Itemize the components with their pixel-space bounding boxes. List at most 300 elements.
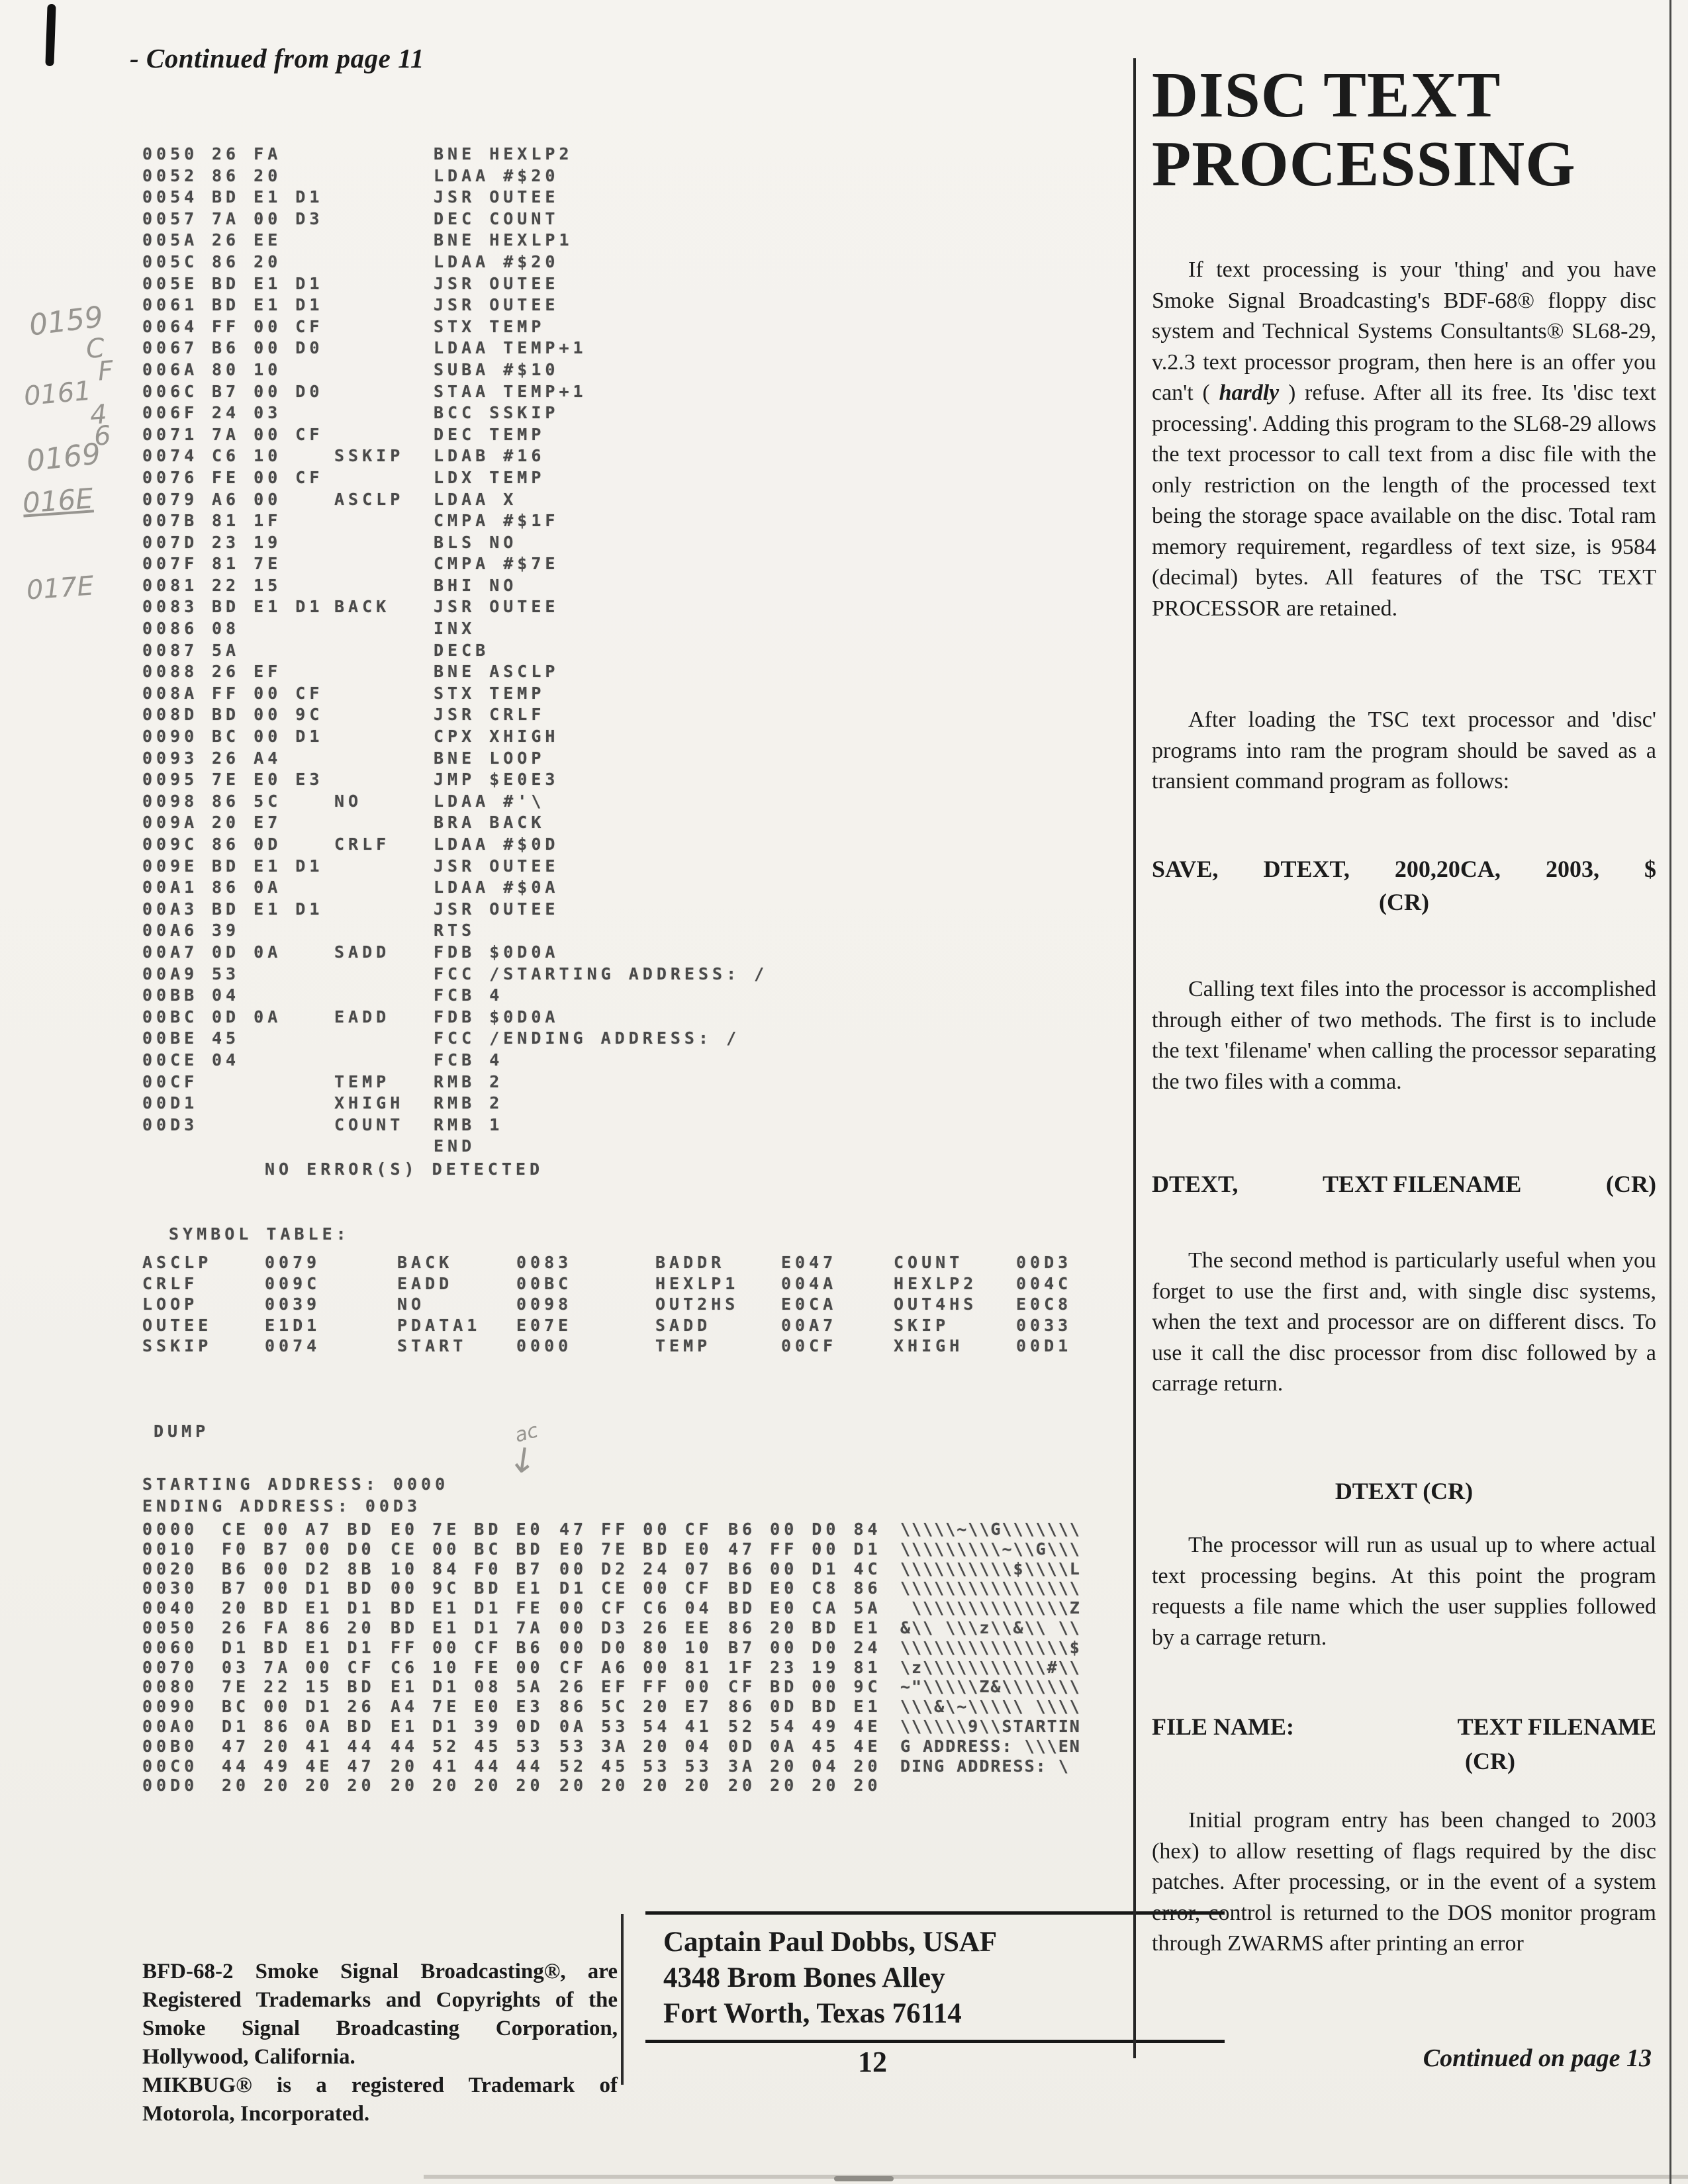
symbol-name: LOOP <box>142 1295 199 1314</box>
file-command-part: FILE NAME: <box>1152 1713 1294 1740</box>
listing-bytes: 26 FA <box>212 144 282 163</box>
dump-address: 00A0 <box>142 1716 199 1736</box>
page-number: 12 <box>858 2046 887 2078</box>
listing-bytes: 22 15 <box>212 575 282 595</box>
listing-row <box>142 964 768 986</box>
article-paragraph-2: After loading the TSC text processor and 'disc' programs into ram the program should be saved as a transient command program as follows: <box>1152 707 1656 794</box>
listing-label: SSKIP <box>334 446 404 466</box>
listing-row <box>142 209 768 231</box>
listing-mnemonic: RTS <box>434 921 476 940</box>
listing-mnemonic: DEC TEMP <box>434 424 545 444</box>
dump-byte-group: 44 52 45 53 <box>391 1736 544 1756</box>
listing-address: 00CF <box>142 1071 199 1091</box>
listing-label <box>334 425 434 447</box>
dump-byte-group: F0 B7 00 D0 <box>222 1539 375 1559</box>
listing-bytes <box>212 1072 334 1094</box>
listing-mnemonic: JSR OUTEE <box>434 273 559 293</box>
listing-row <box>142 662 768 684</box>
listing-bytes: 08 <box>212 619 240 639</box>
listing-row <box>142 770 768 792</box>
symbol-value: 0039 <box>265 1295 321 1314</box>
listing-bytes: 86 0A <box>212 878 282 897</box>
listing-mnemonic: JSR OUTEE <box>434 597 559 617</box>
listing-label: EADD <box>334 1007 391 1026</box>
dump-row <box>142 1717 1081 1737</box>
article-paragraph-4: The second method is particularly useful when you forget to use the first and, with single disc systems, when the text and processor are on different discs. To use it call the disc processor from disc followed by a carrage return. <box>1152 1248 1656 1396</box>
dump-byte-group: D1 86 0A BD <box>222 1716 375 1736</box>
listing-label: SADD <box>334 942 391 962</box>
listing-address: 005E <box>142 273 199 293</box>
listing-mnemonic: JSR OUTEE <box>434 899 559 919</box>
listing-row <box>142 878 768 899</box>
symbol-value: E1D1 <box>265 1315 321 1335</box>
listing-mnemonic: LDAA TEMP+1 <box>434 338 587 358</box>
listing-row <box>142 1136 768 1158</box>
listing-address: 00BE <box>142 1028 199 1048</box>
listing-bytes: 26 EF <box>212 662 282 682</box>
listing-mnemonic: JSR OUTEE <box>434 187 559 207</box>
address-box-top-rule <box>645 1911 1225 1915</box>
listing-address: 0071 <box>142 424 199 444</box>
address-box-bottom-rule <box>645 2040 1225 2043</box>
symbol-name: COUNT <box>894 1253 964 1272</box>
listing-address: 00A9 <box>142 964 199 983</box>
listing-bytes: A6 00 <box>212 489 282 509</box>
listing-address: 0093 <box>142 748 199 768</box>
dump-address: 00D0 <box>142 1776 199 1796</box>
listing-mnemonic: CPX XHIGH <box>434 727 559 747</box>
listing-label <box>334 921 434 942</box>
file-name-cr: (CR) <box>1465 1748 1515 1774</box>
dump-byte-group: 20 20 20 20 <box>222 1776 375 1796</box>
handwritten-note: 0169 <box>24 437 103 478</box>
symbol-name: START <box>397 1336 467 1355</box>
dump-row <box>142 1677 1081 1697</box>
listing-row <box>142 856 768 878</box>
symbol-name: NO <box>397 1295 426 1314</box>
listing-label: ASCLP <box>334 489 404 509</box>
p1-hardly: hardly <box>1219 381 1280 405</box>
listing-row <box>142 511 768 533</box>
listing-row <box>142 360 768 382</box>
listing-address: 0086 <box>142 619 199 639</box>
dump-address: 0000 <box>142 1520 199 1539</box>
listing-label <box>334 166 434 188</box>
listing-bytes: BD E1 D1 <box>212 597 324 617</box>
page-edge-line <box>1669 0 1671 2184</box>
dump-byte-group: 52 54 49 4E <box>728 1716 882 1736</box>
article-paragraph-1 <box>1152 255 1656 624</box>
listing-label: TEMP <box>334 1071 391 1091</box>
listing-mnemonic: FCC /STARTING ADDRESS: / <box>434 964 769 983</box>
handwritten-note: 0159 <box>27 300 105 343</box>
dtext-command-part: TEXT FILENAME <box>1322 1171 1522 1197</box>
listing-label <box>334 533 434 555</box>
listing-bytes: BD E1 D1 <box>212 273 324 293</box>
file-name-command-line <box>1152 1713 1656 1741</box>
save-command-part: $ <box>1644 856 1656 882</box>
listing-bytes: BD E1 D1 <box>212 856 324 876</box>
listing-row <box>142 899 768 921</box>
listing-bytes: FF 00 CF <box>212 316 324 336</box>
listing-bytes: 39 <box>212 921 240 940</box>
handwritten-note: ac <box>512 1419 541 1447</box>
listing-mnemonic: FCB 4 <box>434 985 504 1005</box>
dump-row <box>142 1539 1081 1559</box>
dump-byte-group: D1 BD E1 D1 <box>222 1637 375 1657</box>
symbol-value: 00A7 <box>781 1315 837 1335</box>
listing-row <box>142 749 768 770</box>
symbol-name: HEXLP1 <box>655 1273 739 1293</box>
save-command-cr: (CR) <box>1379 889 1429 915</box>
listing-label <box>334 295 434 317</box>
article-title-line1: DISC TEXT <box>1152 60 1501 130</box>
listing-address: 0057 <box>142 208 199 228</box>
address-line: Captain Paul Dobbs, USAF <box>663 1927 998 1958</box>
dump-byte-group: 20 20 20 20 <box>728 1776 882 1796</box>
scan-streak <box>424 2175 1688 2179</box>
listing-row <box>142 813 768 835</box>
listing-mnemonic: JSR CRLF <box>434 705 545 725</box>
listing-address: 008D <box>142 705 199 725</box>
handwritten-note: 4 <box>89 399 109 431</box>
listing-mnemonic: FDB $0D0A <box>434 1007 559 1026</box>
listing-bytes <box>212 1115 334 1137</box>
dump-byte-group: BD E0 CA 5A <box>728 1598 882 1618</box>
listing-address: 00BC <box>142 1007 199 1026</box>
symbol-name: OUT4HS <box>894 1295 978 1314</box>
dump-byte-group: 0A 53 54 41 <box>559 1716 713 1736</box>
symbol-value: 00BC <box>516 1273 573 1293</box>
symbol-value: 0033 <box>1016 1315 1072 1335</box>
listing-address: 007D <box>142 532 199 552</box>
listing-address: 0088 <box>142 662 199 682</box>
listing-label <box>334 1136 434 1158</box>
dump-byte-group: 26 EF FF 00 <box>559 1677 713 1697</box>
listing-address: 0076 <box>142 467 199 487</box>
symbol-value: E0CA <box>781 1295 837 1314</box>
listing-row <box>142 446 768 468</box>
dump-address: 0020 <box>142 1559 199 1578</box>
listing-label <box>334 985 434 1007</box>
listing-mnemonic: FCB 4 <box>434 1050 504 1069</box>
continued-on-footer: Continued on page 13 <box>1423 2044 1652 2072</box>
dump-byte-group: 47 FF 00 CF <box>559 1520 713 1539</box>
listing-row <box>142 1007 768 1029</box>
dump-byte-group: 0D 0A 45 4E <box>728 1736 882 1756</box>
listing-bytes: 7A 00 CF <box>212 424 324 444</box>
dump-address: 0050 <box>142 1617 199 1637</box>
listing-address: 00A6 <box>142 921 199 940</box>
listing-mnemonic: DEC COUNT <box>434 208 559 228</box>
listing-address: 0067 <box>142 338 199 358</box>
listing-bytes: 26 A4 <box>212 748 282 768</box>
listing-label <box>334 684 434 705</box>
dump-byte-group: 1F 23 19 81 <box>728 1657 882 1677</box>
symbol-name: BADDR <box>655 1253 726 1272</box>
listing-label <box>334 749 434 770</box>
listing-row <box>142 727 768 749</box>
dump-address: 0080 <box>142 1677 199 1697</box>
listing-row <box>142 425 768 447</box>
listing-mnemonic: JSR OUTEE <box>434 856 559 876</box>
dump-row <box>142 1618 1081 1638</box>
listing-address: 009A <box>142 813 199 833</box>
listing-label <box>334 727 434 749</box>
listing-address: 006A <box>142 359 199 379</box>
symbol-value: 0083 <box>516 1253 573 1272</box>
address-line: 4348 Brom Bones Alley <box>663 1962 945 1993</box>
dump-byte-group: B6 00 D1 4C <box>728 1559 882 1578</box>
dump-address: 0010 <box>142 1539 199 1559</box>
trademark-notice <box>142 1958 618 2128</box>
dump-byte-group: BD E1 D1 7A <box>391 1617 544 1637</box>
dump-title: DUMP <box>154 1422 210 1441</box>
listing-row <box>142 187 768 209</box>
handwritten-note: 017E <box>25 570 95 606</box>
listing-mnemonic: BLS NO <box>434 532 518 552</box>
dump-ascii: G ADDRESS: \\\EN <box>900 1736 1081 1756</box>
dump-byte-group: E0 7E BD E0 <box>559 1539 713 1559</box>
listing-label <box>334 899 434 921</box>
listing-label <box>334 511 434 533</box>
listing-bytes: 23 19 <box>212 532 282 552</box>
listing-mnemonic: BNE HEXLP1 <box>434 230 573 250</box>
symbol-value: 0000 <box>516 1336 573 1355</box>
listing-mnemonic: LDX TEMP <box>434 467 545 487</box>
listing-bytes: 7E E0 E3 <box>212 770 324 790</box>
listing-row <box>142 1028 768 1050</box>
dump-byte-group: B6 00 D2 8B <box>222 1559 375 1578</box>
listing-row <box>142 792 768 813</box>
listing-label <box>334 252 434 274</box>
listing-bytes: BD E1 D1 <box>212 187 324 207</box>
symbol-value: 00D1 <box>1016 1336 1072 1355</box>
handwritten-note: ↓ <box>506 1439 540 1483</box>
listing-mnemonic: LDAB #16 <box>434 446 545 466</box>
listing-bytes: 45 <box>212 1028 240 1048</box>
article-title <box>1152 61 1656 199</box>
listing-address: 0074 <box>142 446 199 466</box>
listing-address: 0050 <box>142 144 199 163</box>
dump-byte-group: 20 41 44 44 <box>391 1756 544 1776</box>
dump-byte-group: 00 CF C6 04 <box>559 1598 713 1618</box>
listing-row <box>142 230 768 252</box>
symbol-name: SSKIP <box>142 1336 212 1355</box>
symbol-value: 0074 <box>265 1336 321 1355</box>
listing-mnemonic: LDAA #$0D <box>434 835 559 854</box>
symbol-value: E047 <box>781 1253 837 1272</box>
dump-byte-group: 47 20 41 44 <box>222 1736 375 1756</box>
dump-byte-group: 86 20 BD E1 <box>728 1617 882 1637</box>
listing-label <box>334 230 434 252</box>
listing-mnemonic: LDAA #$0A <box>434 878 559 897</box>
listing-bytes: 81 1F <box>212 511 282 531</box>
listing-mnemonic: CMPA #$1F <box>434 511 559 531</box>
symbol-table <box>142 1253 1135 1385</box>
listing-label <box>334 360 434 382</box>
save-command-part: DTEXT, <box>1263 856 1350 882</box>
listing-bytes: BD E1 D1 <box>212 899 324 919</box>
dump-address: 00B0 <box>142 1736 199 1756</box>
dump-byte-group: FF 00 CF B6 <box>391 1637 544 1657</box>
listing-address: 0098 <box>142 791 199 811</box>
listing-address: 008A <box>142 683 199 703</box>
listing-row <box>142 641 768 662</box>
listing-label: COUNT <box>334 1115 404 1134</box>
symbol-name: PDATA1 <box>397 1315 481 1335</box>
symbol-value: 0079 <box>265 1253 321 1272</box>
dump-ascii: &\\ \\\z\\&\\ \\ <box>900 1617 1081 1637</box>
listing-bytes: FF 00 CF <box>212 683 324 703</box>
listing-bytes: 0D 0A <box>212 942 282 962</box>
listing-address: 0083 <box>142 597 199 617</box>
listing-label <box>334 144 434 166</box>
dump-byte-group: E1 D1 39 0D <box>391 1716 544 1736</box>
dump-byte-group: 86 0D BD E1 <box>728 1697 882 1717</box>
trademark-line-1: BFD-68-2 Smoke Signal Broadcasting®, are Registered Trademarks and Copyrights of the Smoke Signal Broadcasting Corporation, Hollywood, California. <box>142 1960 618 2069</box>
dump-byte-group: 00 9C BD E1 <box>391 1578 544 1598</box>
listing-address: 0081 <box>142 575 199 595</box>
dtext-command-part: DTEXT, <box>1152 1171 1239 1197</box>
listing-bytes: FE 00 CF <box>212 467 324 487</box>
listing-row <box>142 252 768 274</box>
listing-bytes <box>212 1093 334 1115</box>
handwritten-note: F <box>97 355 115 387</box>
symbol-name: BACK <box>397 1253 453 1272</box>
symbol-name: XHIGH <box>894 1336 964 1355</box>
listing-label <box>334 878 434 899</box>
dump-address: 0030 <box>142 1578 199 1598</box>
dump-byte-group: 86 5C 20 E7 <box>559 1697 713 1717</box>
no-error-line: NO ERROR(S) DETECTED <box>265 1160 544 1179</box>
dump-ascii: DING ADDRESS: \ <box>900 1756 1081 1776</box>
dump-byte-group: BD E0 C8 86 <box>728 1578 882 1598</box>
trademark-line-2: MIKBUG® is a registered Trademark of Motorola, Incorporated. <box>142 2073 618 2126</box>
listing-row <box>142 1072 768 1094</box>
dump-byte-group: CF A6 00 81 <box>559 1657 713 1677</box>
dump-ascii: \\\\\\\\\~\\G\\\ <box>900 1539 1081 1559</box>
symbol-name: TEMP <box>655 1336 712 1355</box>
listing-mnemonic: LDAA X <box>434 489 518 509</box>
symbol-name: EADD <box>397 1273 453 1293</box>
listing-bytes: 20 E7 <box>212 813 282 833</box>
dump-row <box>142 1697 1081 1717</box>
listing-row <box>142 144 768 166</box>
listing-mnemonic: LDAA #'\ <box>434 791 545 811</box>
dump-ascii: \\\\\\\\\\\\\\\$ <box>900 1637 1081 1657</box>
listing-row <box>142 619 768 641</box>
listing-mnemonic: INX <box>434 619 476 639</box>
listing-row <box>142 533 768 555</box>
listing-label: CRLF <box>334 835 391 854</box>
listing-bytes: 24 03 <box>212 403 282 423</box>
address-line: Fort Worth, Texas 76114 <box>663 1998 962 2029</box>
dump-byte-group: E0 7E BD E0 <box>391 1520 544 1539</box>
listing-mnemonic: BHI NO <box>434 575 518 595</box>
handwritten-note: 0161 <box>23 375 93 412</box>
p1-text-b: ) refuse. After all its free. Its 'disc text processing'. Adding this program to the SL68-29 allows the text processor to call text from a disc file with the only restriction on the length of the processed text being the storage space available on the disc. Total ram memory requirement, regardless of text size, is 9584 (decimal) bytes. All features of the TSC TEXT PROCESSOR are retained. <box>1152 381 1656 621</box>
footer-divider <box>621 1914 624 2085</box>
listing-address: 0052 <box>142 165 199 185</box>
handwritten-note: 016E <box>21 482 95 520</box>
dtext-command-line <box>1152 1170 1656 1198</box>
symbol-value: 004C <box>1016 1273 1072 1293</box>
listing-label: NO <box>334 791 363 811</box>
dump-byte-group: 03 7A 00 CF <box>222 1657 375 1677</box>
listing-bytes: 86 0D <box>212 835 282 854</box>
dump-byte-group: D1 CE 00 CF <box>559 1578 713 1598</box>
listing-bytes: 86 5C <box>212 791 282 811</box>
scan-streak-dark <box>834 2176 894 2181</box>
file-command-part: TEXT FILENAME <box>1457 1713 1656 1740</box>
ink-stroke-artifact <box>45 4 56 66</box>
listing-row <box>142 835 768 856</box>
dump-row <box>142 1578 1081 1598</box>
symbol-name: SKIP <box>894 1315 950 1335</box>
dtext-cr-command: DTEXT (CR) <box>1335 1478 1474 1504</box>
listing-label <box>334 619 434 641</box>
listing-row <box>142 576 768 598</box>
listing-bytes: 81 7E <box>212 554 282 574</box>
listing-row <box>142 985 768 1007</box>
symbol-value: 0098 <box>516 1295 573 1314</box>
listing-mnemonic: FDB $0D0A <box>434 942 559 962</box>
listing-address: 00CE <box>142 1050 199 1069</box>
listing-address: 0090 <box>142 727 199 747</box>
dump-ascii: \\\&\~\\\\\ \\\\ <box>900 1697 1081 1717</box>
dump-ascii <box>900 1776 1081 1796</box>
dump-byte-group: 52 45 53 53 <box>559 1756 713 1776</box>
dump-byte-group: B7 00 D0 24 <box>728 1637 882 1657</box>
listing-label <box>334 403 434 425</box>
dump-row <box>142 1520 1081 1539</box>
listing-address: 0054 <box>142 187 199 207</box>
listing-mnemonic: END <box>434 1136 476 1156</box>
listing-label <box>334 468 434 490</box>
listing-row <box>142 921 768 942</box>
listing-address: 00D3 <box>142 1115 199 1134</box>
listing-mnemonic: BNE ASCLP <box>434 662 559 682</box>
dump-address: 0090 <box>142 1697 199 1717</box>
listing-address: 0095 <box>142 770 199 790</box>
listing-bytes: 04 <box>212 985 240 1005</box>
article-left-border <box>1133 58 1136 2058</box>
listing-row <box>142 705 768 727</box>
listing-row <box>142 554 768 576</box>
listing-label <box>334 338 434 360</box>
listing-address <box>142 1136 212 1158</box>
listing-address: 009C <box>142 835 199 854</box>
symbol-name: OUTEE <box>142 1315 212 1335</box>
dump-address: 0040 <box>142 1598 199 1618</box>
listing-mnemonic: BNE HEXLP2 <box>434 144 573 163</box>
dump-byte-group: B6 00 D0 84 <box>728 1520 882 1539</box>
dump-byte-group: C6 10 FE 00 <box>391 1657 544 1677</box>
listing-row <box>142 166 768 188</box>
listing-row <box>142 684 768 705</box>
listing-address: 007F <box>142 554 199 574</box>
listing-mnemonic: BNE LOOP <box>434 748 545 768</box>
listing-row <box>142 597 768 619</box>
listing-bytes: BD E1 D1 <box>212 295 324 315</box>
listing-bytes: BD 00 9C <box>212 705 324 725</box>
dump-row <box>142 1658 1081 1678</box>
dump-byte-group: E1 D1 08 5A <box>391 1677 544 1697</box>
article-paragraph-6: Initial program entry has been changed to 2003 (hex) to allow resetting of flags required by the disc patches. After processing, or in the event of a system error, control is returned to the DOS monitor program through ZWARMS after printing an error <box>1152 1808 1656 1956</box>
listing-mnemonic: FCC /ENDING ADDRESS: / <box>434 1028 741 1048</box>
listing-bytes: 53 <box>212 964 240 983</box>
